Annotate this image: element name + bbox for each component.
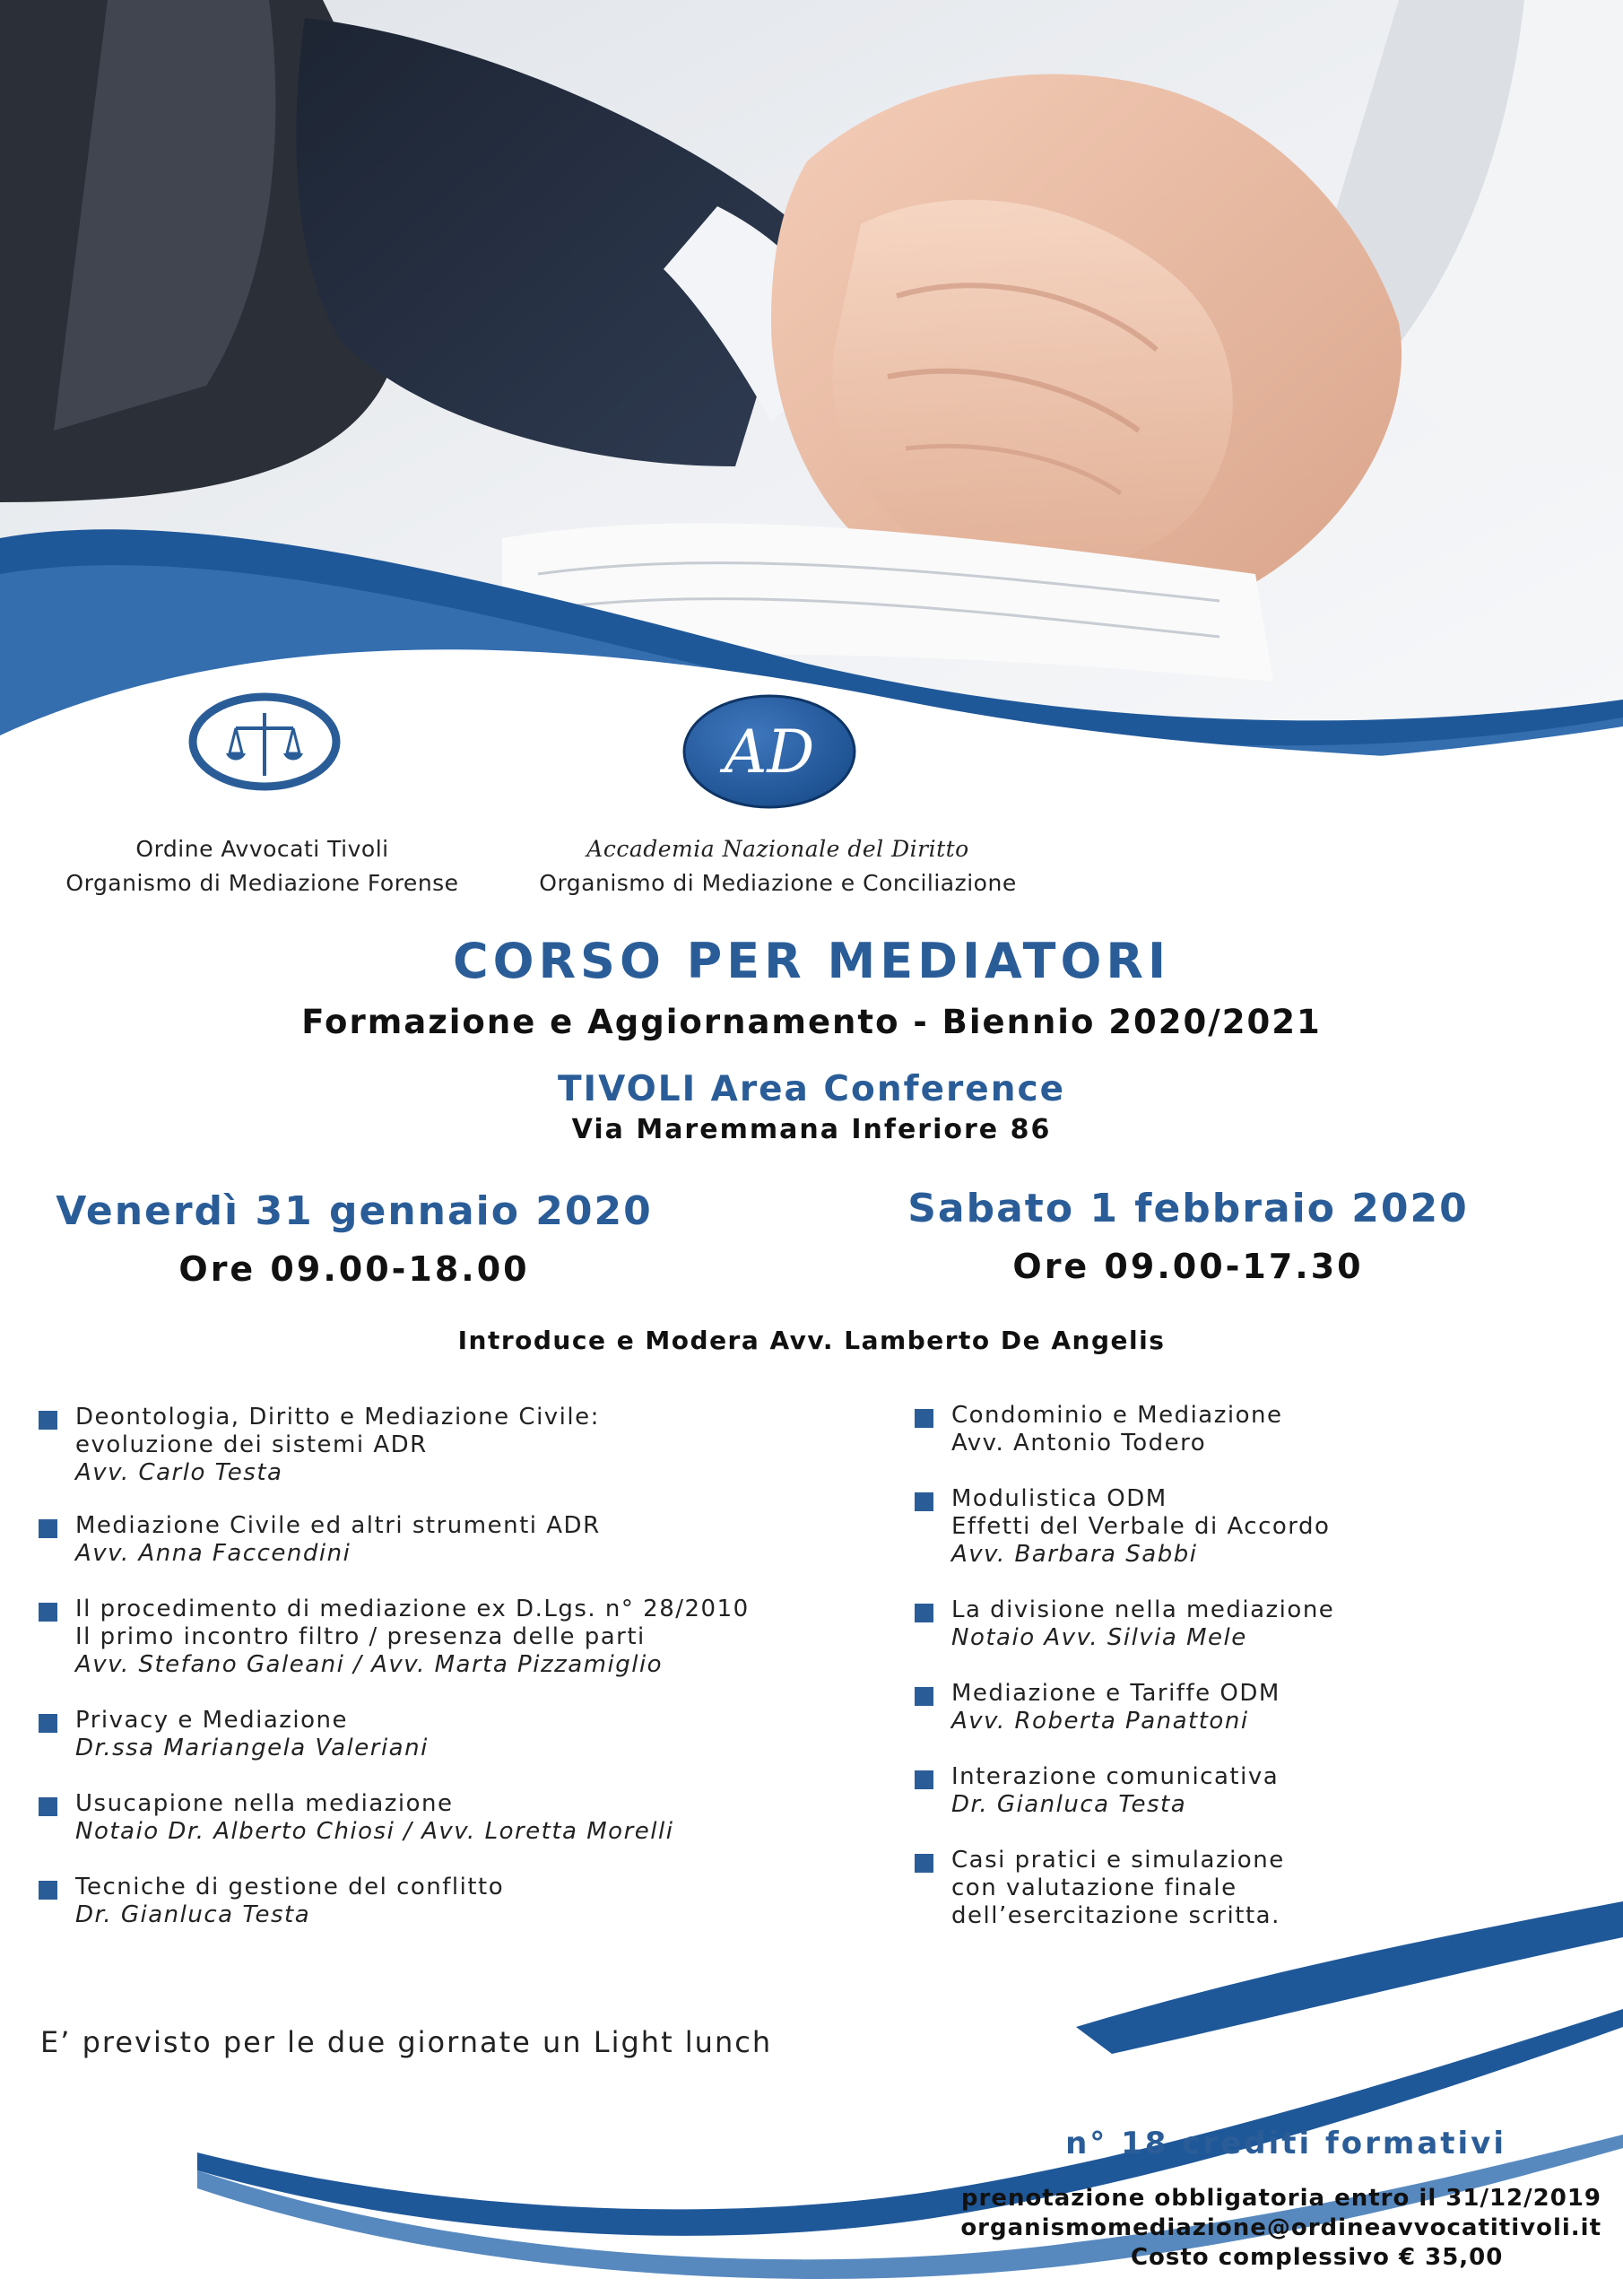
topic-speaker: Avv. Stefano Galeani / Avv. Marta Pizzamiglio [75,1651,664,1678]
footer-info [960,2184,1601,2273]
page-subtitle: Formazione e Aggiornamento - Biennio 2020/2021 [301,1003,1322,1041]
bullet-square-icon [39,1881,57,1900]
topic-item: Deontologia, Diritto e Mediazione Civile: evoluzione dei sistemi ADR Avv. Carlo Testa [75,1404,600,1487]
topic-speaker: Avv. Carlo Testa [75,1459,283,1486]
ordine-avvocati-logo [187,691,343,794]
topic-item: Privacy e Mediazione Dr.ssa Mariangela Valeriani [75,1707,429,1762]
topic-speaker: Notaio Dr. Alberto Chiosi / Avv. Loretta Morelli [75,1818,674,1845]
right-logo-line1: Accademia Nazionale del Diritto [586,836,969,862]
contact-email[interactable]: organismomediazione@ordineavvocatitivoli.it [960,2214,1601,2241]
left-logo-line2: Organismo di Mediazione Forense [65,870,459,896]
topic-item: Tecniche di gestione del conflitto Dr. Gianluca Testa [75,1874,504,1929]
day1-hours: Ore 09.00-18.00 [178,1249,530,1289]
bullet-square-icon [915,1854,933,1873]
topic-speaker: Avv. Roberta Panattoni [951,1708,1249,1735]
topic-item: Mediazione e Tariffe ODM Avv. Roberta Panattoni [951,1680,1280,1735]
topic-item: Interazione comunicativa Dr. Gianluca Testa [951,1763,1279,1819]
hero-handshake-image [0,0,1623,807]
venue: TIVOLI Area Conference [557,1069,1066,1109]
ad-monogram: AD [724,718,815,787]
bullet-square-icon [915,1770,933,1789]
page-title: CORSO PER MEDIATORI [452,933,1171,989]
booking-note: prenotazione obbligatoria entro il 31/12/2019 [960,2185,1601,2212]
topic-speaker: Dr.ssa Mariangela Valeriani [75,1735,429,1761]
accademia-ad-logo [680,693,859,810]
lunch-note: E’ previsto per le due giornate un Light lunch [40,2025,773,2059]
topic-item: Condominio e Mediazione Avv. Antonio Todero [951,1402,1282,1457]
bullet-square-icon [915,1604,933,1622]
topic-item: Il procedimento di mediazione ex D.Lgs. n° 28/2010 Il primo incontro filtro / presenza delle parti Avv. Stefano Galeani / Avv. Marta Pizzamiglio [75,1596,750,1679]
topic-item: Casi pratici e simulazione con valutazione finale dell’esercitazione scritta. [951,1847,1285,1930]
bullet-square-icon [39,1797,57,1816]
bullet-square-icon [39,1411,57,1430]
topic-speaker: Dr. Gianluca Testa [951,1791,1187,1818]
topic-item: Modulistica ODM Effetti del Verbale di Accordo Avv. Barbara Sabbi [951,1485,1330,1569]
topic-speaker: Avv. Barbara Sabbi [951,1541,1198,1568]
topic-speaker: Avv. Anna Faccendini [75,1540,352,1567]
day2-hours: Ore 09.00-17.30 [1012,1247,1364,1286]
left-logo-line1: Ordine Avvocati Tivoli [135,836,389,862]
topic-item: La divisione nella mediazione Notaio Avv. Silvia Mele [951,1596,1334,1652]
bullet-square-icon [915,1687,933,1706]
credits: n° 18 crediti formativi [1065,2126,1506,2161]
bullet-square-icon [39,1714,57,1733]
bullet-square-icon [39,1603,57,1622]
bullet-square-icon [915,1492,933,1511]
topic-item: Usucapione nella mediazione Notaio Dr. Alberto Chiosi / Avv. Loretta Morelli [75,1790,673,1846]
day1-date: Venerdì 31 gennaio 2020 [56,1188,653,1234]
day2-date: Sabato 1 febbraio 2020 [907,1186,1469,1231]
topic-speaker: Dr. Gianluca Testa [75,1901,311,1928]
bullet-square-icon [39,1519,57,1538]
venue-address: Via Maremmana Inferiore 86 [571,1114,1052,1145]
total-cost: Costo complessivo € 35,00 [1130,2244,1504,2271]
bullet-square-icon [915,1409,933,1428]
topic-item: Mediazione Civile ed altri strumenti ADR Avv. Anna Faccendini [75,1512,601,1568]
right-logo-line2: Organismo di Mediazione e Conciliazione [539,870,1017,896]
right-logo-labels [520,832,1036,900]
left-logo-labels [45,832,480,900]
topic-speaker: Notaio Avv. Silvia Mele [951,1624,1247,1651]
moderator: Introduce e Modera Avv. Lamberto De Angelis [457,1326,1166,1355]
